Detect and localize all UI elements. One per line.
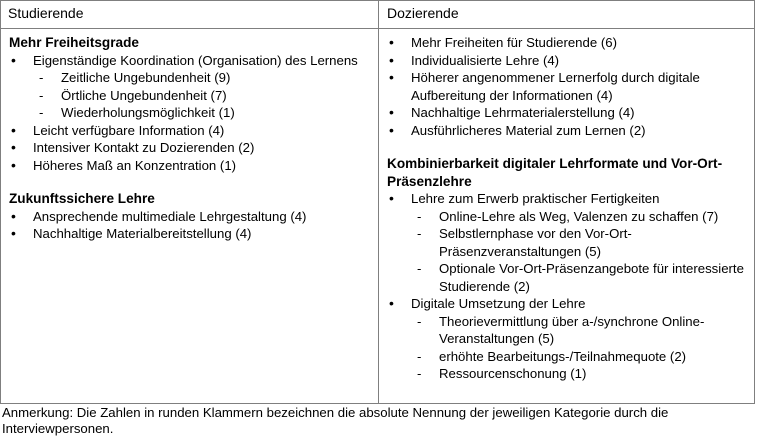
sub-list-item: - Theorievermittlung über a-/synchrone Online-Veranstaltungen (5) xyxy=(387,313,749,348)
section-heading: Mehr Freiheitsgrade xyxy=(9,35,139,50)
list-item: • Digitale Umsetzung der Lehre xyxy=(387,295,749,313)
sub-list-item: - Zeitliche Ungebundenheit (9) xyxy=(9,69,369,87)
list-item: • Eigenständige Koordination (Organisation) des Lernens xyxy=(9,52,369,70)
list-item: • Leicht verfügbare Information (4) xyxy=(9,122,369,140)
list-item: • Individualisierte Lehre (4) xyxy=(387,52,749,70)
list-item: • Höheres Maß an Konzentration (1) xyxy=(9,157,369,175)
list-item: • Höherer angenommener Lernerfolg durch digitale Aufbereitung der Informationen (4) xyxy=(387,69,749,104)
list-item: • Mehr Freiheiten für Studierende (6) xyxy=(387,34,749,52)
sub-list-item: - Wiederholungsmöglichkeit (1) xyxy=(9,104,369,122)
table-note: Anmerkung: Die Zahlen in runden Klammern bezeichnen die absolute Nennung der jeweiligen Kategorie durch die Interviewpersonen. xyxy=(2,405,669,436)
section-heading: Zukunftssichere Lehre xyxy=(9,191,155,206)
sub-list-item: - Ressourcenschonung (1) xyxy=(387,365,749,383)
list-item: • Ansprechende multimediale Lehrgestaltung (4) xyxy=(9,208,369,226)
sub-list-item: - Online-Lehre als Weg, Valenzen zu schaffen (7) xyxy=(387,208,749,226)
section-heading: Kombinierbarkeit digitaler Lehrformate und Vor-Ort-Präsenzlehre xyxy=(387,156,723,189)
column-divider xyxy=(378,1,379,403)
studierende-column xyxy=(9,34,369,243)
list-item: • Nachhaltige Materialbereitstellung (4) xyxy=(9,225,369,243)
sub-list-item: - Selbstlernphase vor den Vor-Ort-Präsenzveranstaltungen (5) xyxy=(387,225,749,260)
sub-list-item: - Örtliche Ungebundenheit (7) xyxy=(9,87,369,105)
list-item: • Nachhaltige Lehrmaterialerstellung (4) xyxy=(387,104,749,122)
dozierende-column xyxy=(387,34,749,383)
list-item: • Intensiver Kontakt zu Dozierenden (2) xyxy=(9,139,369,157)
list-item: • Ausführlicheres Material zum Lernen (2) xyxy=(387,122,749,140)
column-header-studierende: Studierende xyxy=(8,5,84,21)
column-header-dozierende: Dozierende xyxy=(387,5,459,21)
sub-list-item: - Optionale Vor-Ort-Präsenzangebote für interessierte Studierende (2) xyxy=(387,260,749,295)
sub-list-item: - erhöhte Bearbeitungs-/Teilnahmequote (2) xyxy=(387,348,749,366)
list-item: • Lehre zum Erwerb praktischer Fertigkeiten xyxy=(387,190,749,208)
